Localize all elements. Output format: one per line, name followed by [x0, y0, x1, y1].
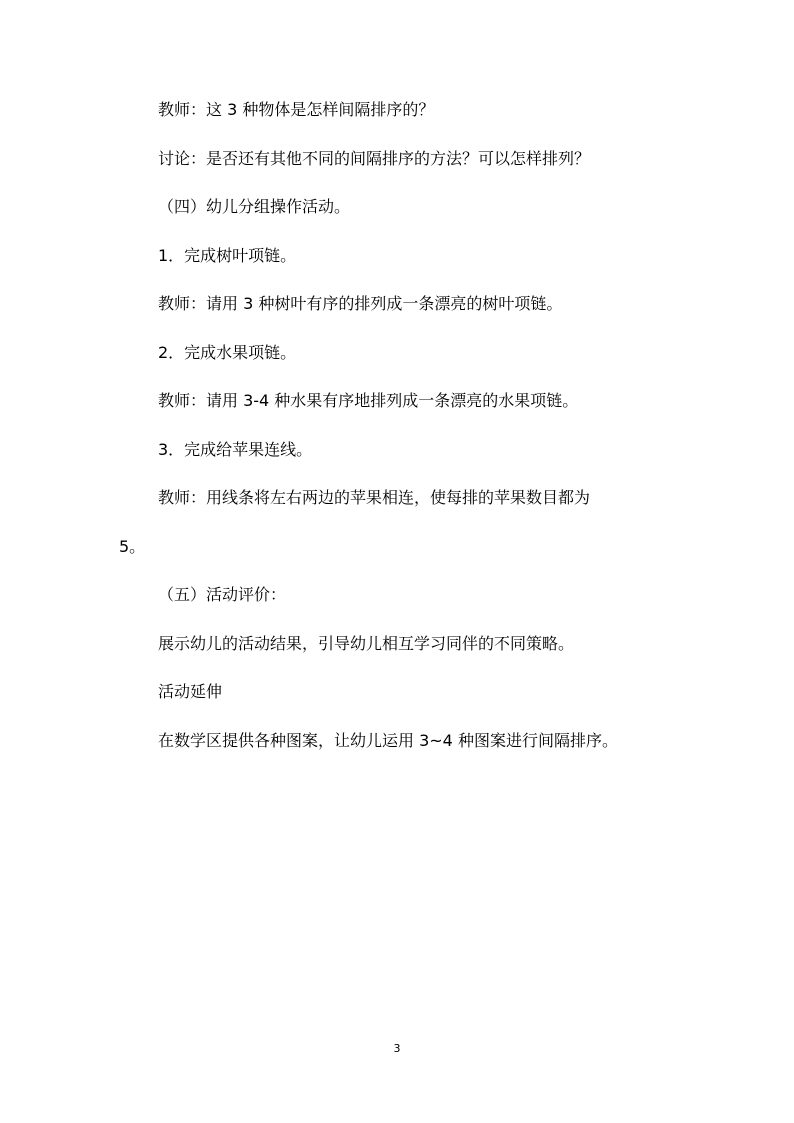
- list-item-apple-lines: 3．完成给苹果连线。: [158, 440, 313, 459]
- paragraph-apple-instruction: 教师：用线条将左右两边的苹果相连，使每排的苹果数目都为: [158, 488, 591, 507]
- paragraph-leaf-instruction: 教师：请用 3 种树叶有序的排列成一条漂亮的树叶项链。: [158, 294, 563, 313]
- paragraph-discussion: 讨论：是否还有其他不同的间隔排序的方法？可以怎样排列？: [158, 149, 591, 168]
- section-heading-evaluation: （五）活动评价：: [158, 585, 287, 604]
- section-heading-group-activity: （四）幼儿分组操作活动。: [158, 197, 351, 216]
- paragraph-extension: 在数学区提供各种图案，让幼儿运用 3~4 种图案进行间隔排序。: [158, 731, 618, 750]
- paragraph-fruit-instruction: 教师：请用 3-4 种水果有序地排列成一条漂亮的水果项链。: [158, 391, 579, 410]
- page-number: 3: [393, 1042, 401, 1055]
- section-heading-extension: 活动延伸: [158, 682, 223, 701]
- paragraph-evaluation: 展示幼儿的活动结果，引导幼儿相互学习同伴的不同策略。: [158, 634, 575, 653]
- paragraph-teacher-question: 教师：这 3 种物体是怎样间隔排序的？: [158, 100, 435, 119]
- list-item-leaf-necklace: 1．完成树叶项链。: [158, 246, 297, 265]
- list-item-fruit-necklace: 2．完成水果项链。: [158, 343, 297, 362]
- paragraph-apple-instruction-continued: 5。: [119, 537, 146, 556]
